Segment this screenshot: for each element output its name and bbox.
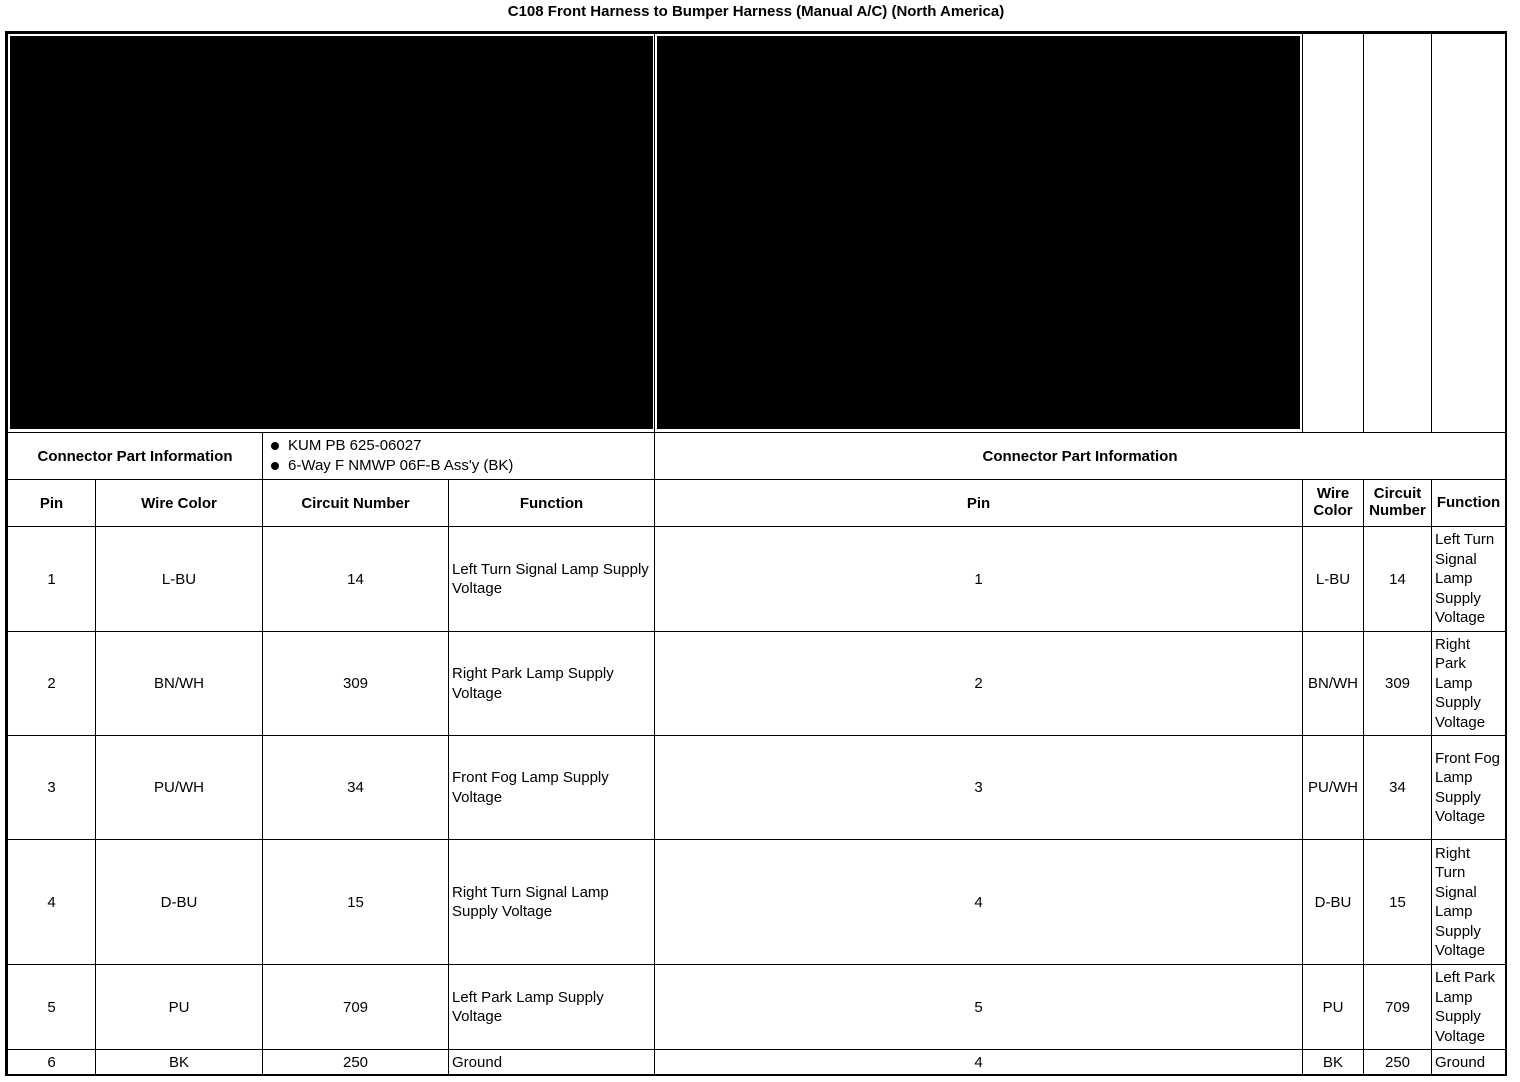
table-row xyxy=(8,527,1506,632)
function-cell: Left Turn Signal Lamp Supply Voltage xyxy=(449,527,655,632)
header-function: Function xyxy=(449,480,655,527)
function-cell: Right Turn Signal Lamp Supply Voltage xyxy=(449,840,655,965)
circuit-cell: 34 xyxy=(263,736,449,840)
circuit-cell-right: 14 xyxy=(1364,527,1432,632)
table-row xyxy=(8,632,1506,736)
pin-cell-right: 5 xyxy=(655,965,1303,1050)
circuit-cell: 15 xyxy=(263,840,449,965)
wire-color-cell-right: PU/WH xyxy=(1303,736,1364,840)
left-part-info-label: Connector Part Information xyxy=(8,433,263,480)
pin-cell-right: 3 xyxy=(655,736,1303,840)
pin-cell: 4 xyxy=(8,840,96,965)
table-row xyxy=(8,965,1506,1050)
left-part-info xyxy=(263,433,655,480)
header-circuit-number-right: Circuit Number xyxy=(1364,480,1432,527)
part-info-item: KUM PB 625-06027 xyxy=(266,436,651,456)
function-cell: Ground xyxy=(449,1050,655,1076)
function-cell-right: Ground xyxy=(1432,1050,1506,1076)
circuit-cell: 14 xyxy=(263,527,449,632)
bullet-icon xyxy=(271,442,279,450)
table-row xyxy=(8,1050,1506,1076)
function-cell-right: Front Fog Lamp Supply Voltage xyxy=(1432,736,1506,840)
circuit-cell-right: 309 xyxy=(1364,632,1432,736)
left-connector-image-cell xyxy=(8,34,655,433)
header-wire-color-right: Wire Color xyxy=(1303,480,1364,527)
wire-color-cell-right: BN/WH xyxy=(1303,632,1364,736)
bullet-icon xyxy=(271,462,279,470)
wire-color-cell: L-BU xyxy=(96,527,263,632)
function-cell-right: Right Park Lamp Supply Voltage xyxy=(1432,632,1506,736)
function-cell-right: Left Park Lamp Supply Voltage xyxy=(1432,965,1506,1050)
pin-cell-right: 1 xyxy=(655,527,1303,632)
pin-cell: 2 xyxy=(8,632,96,736)
header-pin: Pin xyxy=(8,480,96,527)
connector-table xyxy=(7,33,1506,1076)
circuit-cell-right: 34 xyxy=(1364,736,1432,840)
circuit-cell: 709 xyxy=(263,965,449,1050)
circuit-cell-right: 15 xyxy=(1364,840,1432,965)
pin-cell: 3 xyxy=(8,736,96,840)
wire-color-cell: D-BU xyxy=(96,840,263,965)
pin-cell: 6 xyxy=(8,1050,96,1076)
circuit-cell: 309 xyxy=(263,632,449,736)
function-cell: Front Fog Lamp Supply Voltage xyxy=(449,736,655,840)
table-row xyxy=(8,736,1506,840)
wire-color-cell: PU/WH xyxy=(96,736,263,840)
page-title: C108 Front Harness to Bumper Harness (Manual A/C) (North America) xyxy=(507,3,1005,20)
circuit-cell: 250 xyxy=(263,1050,449,1076)
wire-color-cell: BK xyxy=(96,1050,263,1076)
wire-color-cell-right: BK xyxy=(1303,1050,1364,1076)
function-cell-right: Right Turn Signal Lamp Supply Voltage xyxy=(1432,840,1506,965)
pin-cell-right: 4 xyxy=(655,840,1303,965)
part-info-item: 6-Way F NMWP 06F-B Ass'y (BK) xyxy=(266,456,651,476)
right-connector-image-cell xyxy=(655,34,1303,433)
wire-color-cell: BN/WH xyxy=(96,632,263,736)
pin-cell: 5 xyxy=(8,965,96,1050)
header-wire-color: Wire Color xyxy=(96,480,263,527)
function-cell: Left Park Lamp Supply Voltage xyxy=(449,965,655,1050)
wire-color-cell-right: PU xyxy=(1303,965,1364,1050)
header-pin-right: Pin xyxy=(655,480,1303,527)
empty-image-cell xyxy=(1364,34,1432,433)
pin-cell-right: 2 xyxy=(655,632,1303,736)
wire-color-cell-right: D-BU xyxy=(1303,840,1364,965)
circuit-cell-right: 250 xyxy=(1364,1050,1432,1076)
connector-table-frame xyxy=(5,31,1507,1076)
pin-cell-right: 4 xyxy=(655,1050,1303,1076)
table-row xyxy=(8,840,1506,965)
pin-cell: 1 xyxy=(8,527,96,632)
circuit-cell-right: 709 xyxy=(1364,965,1432,1050)
right-part-info-label: Connector Part Information xyxy=(655,433,1506,480)
right-connector-image xyxy=(657,36,1300,429)
empty-image-cell xyxy=(1303,34,1364,433)
function-cell-right: Left Turn Signal Lamp Supply Voltage xyxy=(1432,527,1506,632)
header-function-right: Function xyxy=(1432,480,1506,527)
header-circuit-number: Circuit Number xyxy=(263,480,449,527)
wire-color-cell: PU xyxy=(96,965,263,1050)
empty-image-cell xyxy=(1432,34,1506,433)
left-connector-image xyxy=(10,36,653,429)
function-cell: Right Park Lamp Supply Voltage xyxy=(449,632,655,736)
wire-color-cell-right: L-BU xyxy=(1303,527,1364,632)
